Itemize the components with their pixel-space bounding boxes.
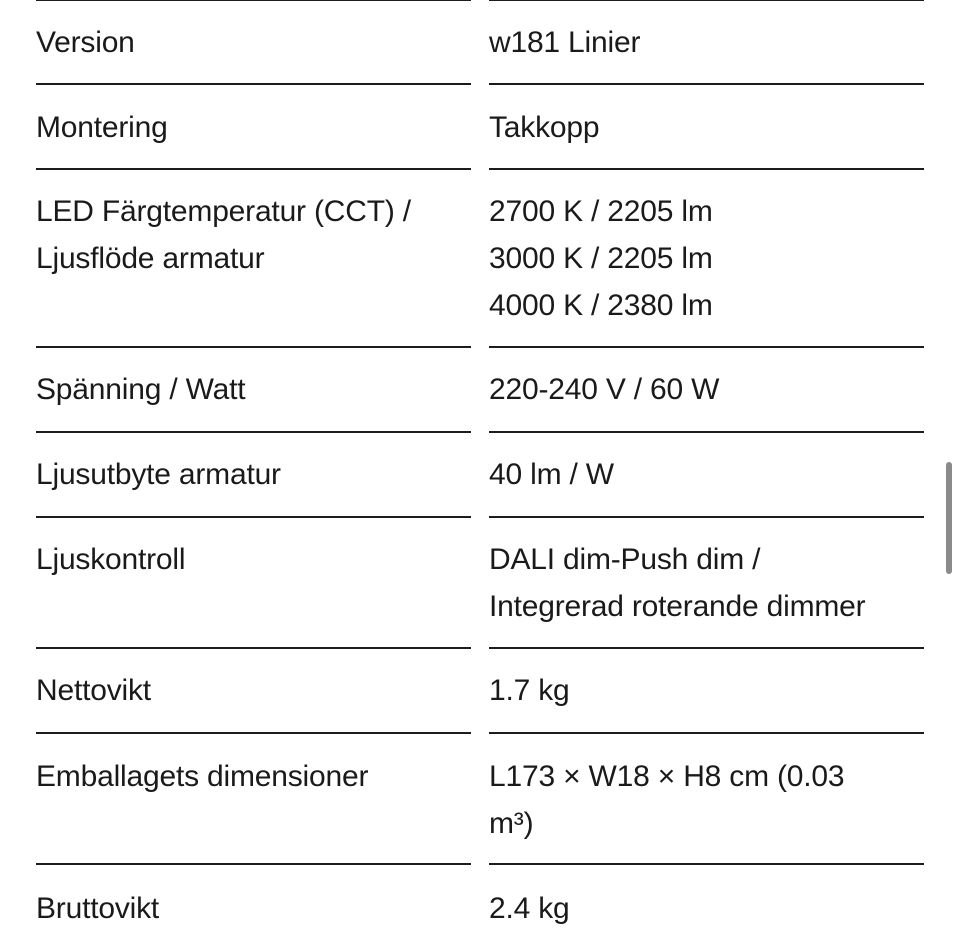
row-divider	[36, 647, 471, 649]
row-divider	[36, 83, 471, 85]
spec-value-net-weight: 1.7 kg	[489, 674, 570, 707]
row-divider	[489, 346, 924, 348]
spec-value-color-temperature: 2700 K / 2205 lm 3000 K / 2205 lm 4000 K / 2380 lm	[489, 195, 713, 322]
row-divider	[489, 431, 924, 433]
row-divider	[36, 863, 471, 865]
spec-value-package-dimensions: L173 × W18 × H8 cm (0.03 m³)	[489, 760, 845, 840]
row-divider	[36, 431, 471, 433]
row-divider	[36, 346, 471, 348]
spec-value-voltage-watt: 220-240 V / 60 W	[489, 373, 720, 406]
spec-label-voltage-watt: Spänning / Watt	[36, 373, 246, 406]
spec-label-net-weight: Nettovikt	[36, 674, 151, 707]
row-divider	[489, 863, 924, 865]
spec-label-package-dimensions: Emballagets dimensioner	[36, 760, 369, 793]
row-divider	[36, 516, 471, 518]
row-divider	[489, 647, 924, 649]
spec-value-version: w181 Linier	[489, 26, 641, 59]
row-divider	[36, 0, 471, 1]
spec-label-luminous-efficacy: Ljusutbyte armatur	[36, 458, 281, 491]
row-divider	[489, 83, 924, 85]
spec-label-color-temperature: LED Färgtemperatur (CCT) / Ljusflöde armatur	[36, 195, 411, 275]
spec-label-gross-weight: Bruttovikt	[36, 892, 160, 925]
spec-label-light-control: Ljuskontroll	[36, 543, 186, 576]
spec-value-luminous-efficacy: 40 lm / W	[489, 458, 614, 491]
spec-value-gross-weight: 2.4 kg	[489, 892, 570, 925]
row-divider	[489, 516, 924, 518]
spec-value-mounting: Takkopp	[489, 111, 600, 144]
row-divider	[489, 0, 924, 1]
row-divider	[489, 732, 924, 734]
row-divider	[489, 168, 924, 170]
spec-label-mounting: Montering	[36, 111, 168, 144]
row-divider	[36, 732, 471, 734]
spec-label-version: Version	[36, 26, 135, 59]
row-divider	[36, 168, 471, 170]
spec-value-light-control: DALI dim-Push dim / Integrerad roterande dimmer	[489, 543, 866, 623]
scrollbar-thumb[interactable]	[946, 462, 952, 574]
